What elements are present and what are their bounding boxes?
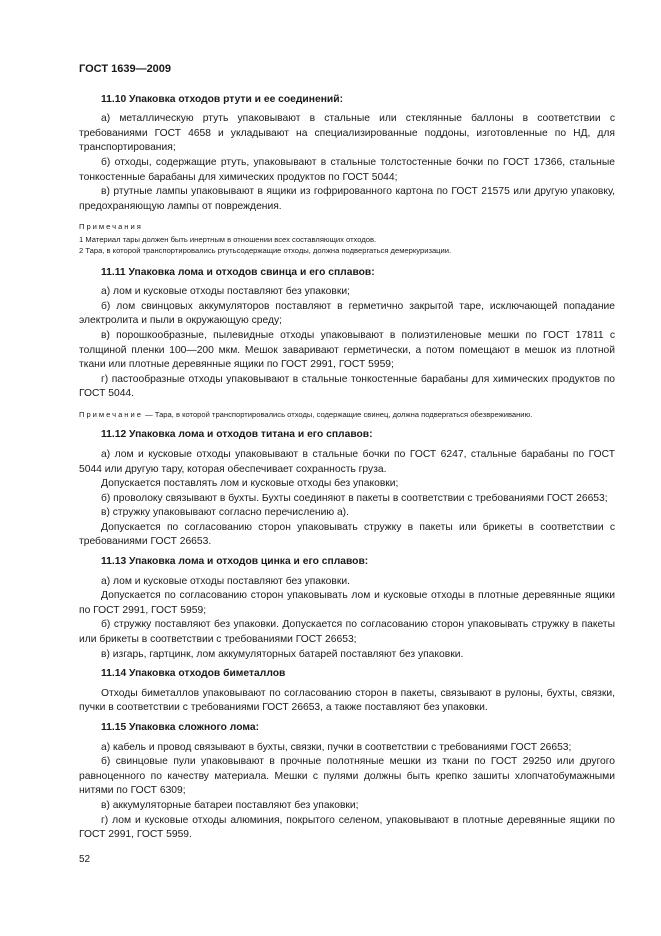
paragraph: а) лом и кусковые отходы упаковывают в стальные бочки по ГОСТ 6247, стальные барабаны по ГОСТ 5044 или другую тару, которая обеспечивает сохранность груза. bbox=[79, 448, 615, 475]
paragraph: а) металлическую ртуть упаковывают в стальные или стеклянные баллоны в соответствии с требованиями ГОСТ 4658 и укладывают на специализированные поддоны, изготовленные по НД, для транспортирования; bbox=[79, 113, 615, 154]
paragraph: а) лом и кусковые отходы поставляют без упаковки. bbox=[101, 575, 350, 587]
section-title: 11.12 Упаковка лома и отходов титана и его сплавов: bbox=[101, 429, 373, 441]
notes-title: Примечания bbox=[79, 222, 143, 232]
section-11-11 bbox=[79, 266, 615, 421]
paragraph: в) изгарь, гартцинк, лом аккумуляторных батарей поставляют без упаковки. bbox=[101, 648, 464, 660]
paragraph: б) отходы, содержащие ртуть, упаковывают в стальные толстостенные бочки по ГОСТ 17366, стальные тонкостенные барабаны для химических продуктов по ГОСТ 5044; bbox=[79, 156, 615, 183]
paragraph: Отходы биметаллов упаковывают по согласованию сторон в пакеты, связывают в рулоны, бухты, связки, пучки в соответствии с требованиями ГОСТ 26653, а также поставляют без упаковки. bbox=[79, 687, 615, 714]
paragraph: б) проволоку связывают в бухты. Бухты соединяют в пакеты в соответствии с требованиями ГОСТ 26653; bbox=[101, 492, 608, 504]
paragraph: в) порошкообразные, пылевидные отходы упаковывают в полиэтиленовые мешки по ГОСТ 17811 с толщиной пленки 100—200 мкм. Мешок заваривают герметически, а потом помещают в мешок из плотной ткани или плотные деревянные ящики по ГОСТ 2991, ГОСТ 5959; bbox=[79, 329, 615, 371]
paragraph: в) стружку упаковывают согласно перечислению а). bbox=[101, 507, 349, 519]
paragraph: г) лом и кусковые отходы алюминия, покрытого селеном, упаковывают в плотные деревянные ящики по ГОСТ 2991, ГОСТ 5959. bbox=[79, 814, 615, 841]
paragraph: б) стружку поставляют без упаковки. Допускается по согласованию сторон упаковывать стружку в пакеты или брикеты в соответствии с требованиями ГОСТ 26653; bbox=[79, 619, 615, 646]
section-title: 11.10 Упаковка отходов ртути и ее соединений: bbox=[101, 93, 344, 105]
section-title: 11.15 Упаковка сложного лома: bbox=[101, 722, 259, 733]
notes-block bbox=[79, 221, 615, 256]
paragraph: а) лом и кусковые отходы поставляют без упаковки; bbox=[101, 286, 350, 298]
paragraph: в) ртутные лампы упаковывают в ящики из гофрированного картона по ГОСТ 21575 или другую упаковку, предохраняющую лампы от повреждения. bbox=[79, 186, 615, 212]
section-title: 11.14 Упаковка отходов биметаллов bbox=[101, 668, 286, 680]
section-11-15 bbox=[79, 721, 615, 843]
section-11-10 bbox=[79, 93, 615, 257]
paragraph: Допускается по согласованию сторон упаковывать стружку в пакеты или брикеты в соответствии с требованиями ГОСТ 26653. bbox=[79, 521, 615, 548]
section-title: 11.11 Упаковка лома и отходов свинца и его сплавов: bbox=[101, 266, 375, 278]
note-text: — Тара, в которой транспортировались отходы, содержащие свинец, должна подвергаться обезвреживанию. bbox=[142, 409, 533, 419]
paragraph: Допускается поставлять лом и кусковые отходы без упаковки; bbox=[101, 478, 399, 490]
note-item: 2 Тара, в которой транспортировались ртутьсодержащие отходы, должна подвергаться демеркуризации. bbox=[79, 246, 452, 256]
note-item: 1 Материал тары должен быть инертным в отношении всех составляющих отходов. bbox=[79, 234, 377, 244]
note bbox=[79, 409, 615, 420]
paragraph: Допускается по согласованию сторон упаковывать лом и кусковые отходы в плотные деревянные ящики по ГОСТ 2991, ГОСТ 5959; bbox=[79, 590, 615, 616]
note-label: Примечание bbox=[79, 409, 143, 419]
section-11-12 bbox=[79, 428, 615, 550]
paragraph: г) пастообразные отходы упаковывают в стальные тонкостенные барабаны для химических продуктов по ГОСТ 5044. bbox=[79, 373, 615, 400]
paragraph: в) аккумуляторные батареи поставляют без упаковки; bbox=[101, 799, 359, 811]
section-title: 11.13 Упаковка лома и отходов цинка и его сплавов: bbox=[101, 556, 369, 568]
section-11-13 bbox=[79, 555, 615, 662]
document-header: ГОСТ 1639—2009 bbox=[79, 63, 172, 75]
paragraph: б) лом свинцовых аккумуляторов поставляют в герметично закрытой таре, исключающей попадание электролита и пыли в окружающую среду; bbox=[79, 300, 615, 327]
section-11-14 bbox=[79, 667, 615, 716]
paragraph: б) свинцовые пули упаковывают в прочные полотняные мешки из ткани по ГОСТ 29250 или другого равноценного по качеству материала. Мешки с пулями должны быть крепко зашиты хлопчатобумажными нитями по ГОСТ 6309; bbox=[79, 756, 615, 797]
paragraph: а) кабель и провод связывают в бухты, связки, пучки в соответствии с требованиями ГОСТ 26653; bbox=[101, 741, 572, 753]
page-number: 52 bbox=[79, 854, 91, 865]
